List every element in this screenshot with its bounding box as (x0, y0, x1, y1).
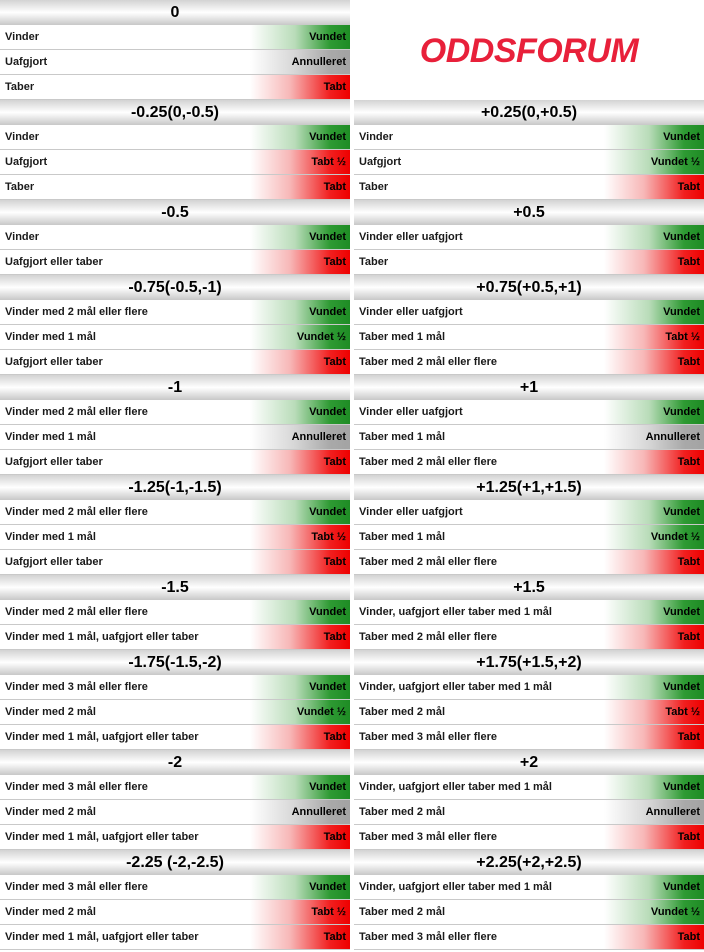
outcome-row (354, 825, 704, 850)
outcome-label: Vinder med 2 mål eller flere (5, 306, 148, 318)
result-badge-win: Vundet ½ (604, 525, 704, 549)
outcome-label: Vinder eller uafgjort (359, 406, 463, 418)
outcome-row (0, 50, 350, 75)
result-badge-void: Annulleret (604, 800, 704, 824)
section-header-2-25-2-2-5: +2.25(+2,+2.5) (354, 850, 704, 875)
outcome-row (0, 675, 350, 700)
result-badge-win: Vundet (250, 25, 350, 49)
result-badge-win: Vundet (604, 775, 704, 799)
outcome-label: Vinder med 1 mål, uafgjort eller taber (5, 731, 199, 743)
outcome-row (0, 900, 350, 925)
outcome-row (354, 550, 704, 575)
outcome-label: Uafgjort eller taber (5, 456, 103, 468)
outcome-label: Vinder med 1 mål (5, 431, 96, 443)
section-header-1: -1 (0, 375, 350, 400)
outcome-row (354, 300, 704, 325)
outcome-row (0, 25, 350, 50)
outcome-row (0, 775, 350, 800)
result-badge-loss: Tabt (604, 175, 704, 199)
result-badge-win: Vundet (250, 300, 350, 324)
logo-area (354, 0, 704, 100)
outcome-row (0, 225, 350, 250)
result-badge-void: Annulleret (250, 800, 350, 824)
outcome-row (354, 150, 704, 175)
outcome-row (0, 75, 350, 100)
outcome-row (354, 600, 704, 625)
outcome-label: Taber med 1 mål (359, 531, 445, 543)
outcome-label: Taber med 3 mål eller flere (359, 831, 497, 843)
outcome-row (354, 700, 704, 725)
outcome-row (0, 875, 350, 900)
result-badge-win: Vundet (604, 225, 704, 249)
outcome-row (354, 400, 704, 425)
outcome-row (0, 500, 350, 525)
result-badge-void: Annulleret (604, 425, 704, 449)
result-badge-void: Annulleret (250, 50, 350, 74)
outcome-label: Taber (5, 81, 35, 93)
outcome-row (0, 600, 350, 625)
outcome-label: Vinder med 3 mål eller flere (5, 881, 148, 893)
result-badge-loss: Tabt ½ (604, 700, 704, 724)
outcome-row (0, 825, 350, 850)
section-header-2: -2 (0, 750, 350, 775)
outcome-label: Vinder med 3 mål eller flere (5, 681, 148, 693)
outcome-label: Taber med 2 mål (359, 806, 445, 818)
outcome-label: Vinder med 1 mål (5, 331, 96, 343)
outcome-label: Uafgjort eller taber (5, 356, 103, 368)
outcome-row (354, 125, 704, 150)
result-badge-loss: Tabt ½ (250, 525, 350, 549)
result-badge-loss: Tabt (250, 725, 350, 749)
result-badge-win: Vundet (604, 300, 704, 324)
outcome-label: Vinder med 1 mål (5, 531, 96, 543)
outcome-label: Taber med 2 mål (359, 706, 445, 718)
result-badge-loss: Tabt (250, 450, 350, 474)
result-badge-loss: Tabt (250, 350, 350, 374)
result-badge-loss: Tabt (604, 925, 704, 949)
section-header-1: +1 (354, 375, 704, 400)
result-badge-win: Vundet (604, 675, 704, 699)
outcome-row (354, 450, 704, 475)
logo-text: ODDSFORUM (419, 32, 639, 70)
section-header-0: 0 (0, 0, 350, 25)
outcome-row (0, 350, 350, 375)
outcome-row (354, 675, 704, 700)
section-header-0-25-0-0-5: -0.25(0,-0.5) (0, 100, 350, 125)
result-badge-loss: Tabt (250, 75, 350, 99)
result-badge-loss: Tabt (604, 725, 704, 749)
result-badge-loss: Tabt (604, 450, 704, 474)
result-badge-loss: Tabt (250, 250, 350, 274)
outcome-label: Vinder (5, 31, 40, 43)
outcome-label: Taber (5, 181, 35, 193)
result-badge-win: Vundet (250, 400, 350, 424)
outcome-label: Taber med 3 mål eller flere (359, 931, 497, 943)
result-badge-win: Vundet (604, 875, 704, 899)
outcome-label: Taber (359, 256, 389, 268)
outcome-row (0, 175, 350, 200)
outcome-row (354, 725, 704, 750)
outcome-label: Vinder, uafgjort eller taber med 1 mål (359, 606, 552, 618)
outcome-row (0, 325, 350, 350)
outcome-row (354, 875, 704, 900)
section-header-1-25-1-1-5: -1.25(-1,-1.5) (0, 475, 350, 500)
result-badge-loss: Tabt ½ (250, 900, 350, 924)
outcome-label: Vinder med 2 mål eller flere (5, 506, 148, 518)
outcome-label: Uafgjort (5, 156, 48, 168)
outcome-row (0, 700, 350, 725)
outcome-row (354, 325, 704, 350)
outcome-row (0, 550, 350, 575)
outcome-label: Taber med 2 mål eller flere (359, 556, 497, 568)
section-header-1-5: +1.5 (354, 575, 704, 600)
outcome-row (0, 425, 350, 450)
result-badge-win: Vundet ½ (604, 900, 704, 924)
result-badge-win: Vundet (604, 600, 704, 624)
outcome-row (0, 250, 350, 275)
outcome-label: Vinder med 1 mål, uafgjort eller taber (5, 831, 199, 843)
outcome-label: Vinder med 2 mål (5, 906, 96, 918)
result-badge-loss: Tabt (604, 250, 704, 274)
outcome-label: Vinder med 2 mål eller flere (5, 406, 148, 418)
result-badge-win: Vundet (250, 225, 350, 249)
outcome-row (354, 925, 704, 950)
outcome-label: Taber med 1 mål (359, 331, 445, 343)
section-header-1-75-1-5-2: +1.75(+1.5,+2) (354, 650, 704, 675)
result-badge-loss: Tabt (604, 350, 704, 374)
outcome-label: Uafgjort eller taber (5, 256, 103, 268)
outcome-label: Vinder med 3 mål eller flere (5, 781, 148, 793)
result-badge-loss: Tabt (250, 550, 350, 574)
result-badge-loss: Tabt (250, 925, 350, 949)
outcome-row (354, 775, 704, 800)
result-badge-win: Vundet (250, 600, 350, 624)
outcome-label: Vinder med 2 mål (5, 706, 96, 718)
outcome-row (354, 350, 704, 375)
outcome-row (354, 900, 704, 925)
result-badge-win: Vundet ½ (604, 150, 704, 174)
outcome-label: Vinder (5, 131, 40, 143)
outcome-label: Vinder (5, 231, 40, 243)
oddsforum-logo (399, 30, 659, 70)
outcome-row (0, 525, 350, 550)
outcome-label: Uafgjort (359, 156, 402, 168)
right-handicap-column (354, 0, 704, 950)
result-badge-loss: Tabt (604, 825, 704, 849)
outcome-row (354, 250, 704, 275)
section-header-0-5: -0.5 (0, 200, 350, 225)
section-header-0-25-0-0-5: +0.25(0,+0.5) (354, 100, 704, 125)
result-badge-loss: Tabt (250, 825, 350, 849)
outcome-label: Vinder med 2 mål eller flere (5, 606, 148, 618)
result-badge-win: Vundet (250, 675, 350, 699)
section-header-1-75-1-5-2: -1.75(-1.5,-2) (0, 650, 350, 675)
section-header-0-75-0-5-1: -0.75(-0.5,-1) (0, 275, 350, 300)
outcome-row (354, 175, 704, 200)
outcome-row (0, 125, 350, 150)
section-header-0-75-0-5-1: +0.75(+0.5,+1) (354, 275, 704, 300)
section-header-0-5: +0.5 (354, 200, 704, 225)
outcome-label: Vinder med 1 mål, uafgjort eller taber (5, 931, 199, 943)
result-badge-win: Vundet (604, 500, 704, 524)
outcome-row (0, 400, 350, 425)
outcome-label: Vinder eller uafgjort (359, 231, 463, 243)
outcome-row (0, 300, 350, 325)
outcome-label: Taber med 2 mål (359, 906, 445, 918)
outcome-row (0, 450, 350, 475)
result-badge-win: Vundet (604, 125, 704, 149)
section-header-2: +2 (354, 750, 704, 775)
result-badge-loss: Tabt (250, 175, 350, 199)
outcome-label: Vinder (359, 131, 394, 143)
outcome-row (0, 625, 350, 650)
result-badge-loss: Tabt ½ (250, 150, 350, 174)
outcome-label: Taber (359, 181, 389, 193)
outcome-label: Taber med 2 mål eller flere (359, 631, 497, 643)
outcome-row (354, 525, 704, 550)
outcome-row (0, 800, 350, 825)
result-badge-loss: Tabt (604, 550, 704, 574)
outcome-label: Uafgjort (5, 56, 48, 68)
outcome-row (354, 500, 704, 525)
outcome-label: Taber med 1 mål (359, 431, 445, 443)
outcome-label: Vinder med 2 mål (5, 806, 96, 818)
result-badge-win: Vundet (250, 500, 350, 524)
result-badge-win: Vundet (604, 400, 704, 424)
outcome-row (354, 625, 704, 650)
outcome-label: Vinder, uafgjort eller taber med 1 mål (359, 781, 552, 793)
outcome-label: Vinder, uafgjort eller taber med 1 mål (359, 681, 552, 693)
section-header-2-25-2-2-5: -2.25 (-2,-2.5) (0, 850, 350, 875)
outcome-label: Vinder eller uafgjort (359, 306, 463, 318)
result-badge-loss: Tabt (250, 625, 350, 649)
outcome-row (354, 425, 704, 450)
result-badge-void: Annulleret (250, 425, 350, 449)
outcome-label: Taber med 2 mål eller flere (359, 356, 497, 368)
outcome-label: Taber med 2 mål eller flere (359, 456, 497, 468)
outcome-row (354, 225, 704, 250)
outcome-label: Uafgjort eller taber (5, 556, 103, 568)
result-badge-win: Vundet (250, 875, 350, 899)
result-badge-loss: Tabt ½ (604, 325, 704, 349)
outcome-row (0, 725, 350, 750)
outcome-label: Vinder, uafgjort eller taber med 1 mål (359, 881, 552, 893)
outcome-label: Vinder med 1 mål, uafgjort eller taber (5, 631, 199, 643)
outcome-row (0, 925, 350, 950)
section-header-1-25-1-1-5: +1.25(+1,+1.5) (354, 475, 704, 500)
outcome-label: Vinder eller uafgjort (359, 506, 463, 518)
outcome-label: Taber med 3 mål eller flere (359, 731, 497, 743)
outcome-row (0, 150, 350, 175)
result-badge-win: Vundet ½ (250, 325, 350, 349)
section-header-1-5: -1.5 (0, 575, 350, 600)
result-badge-win: Vundet (250, 125, 350, 149)
result-badge-win: Vundet ½ (250, 700, 350, 724)
outcome-row (354, 800, 704, 825)
left-handicap-column (0, 0, 350, 950)
result-badge-win: Vundet (250, 775, 350, 799)
result-badge-loss: Tabt (604, 625, 704, 649)
